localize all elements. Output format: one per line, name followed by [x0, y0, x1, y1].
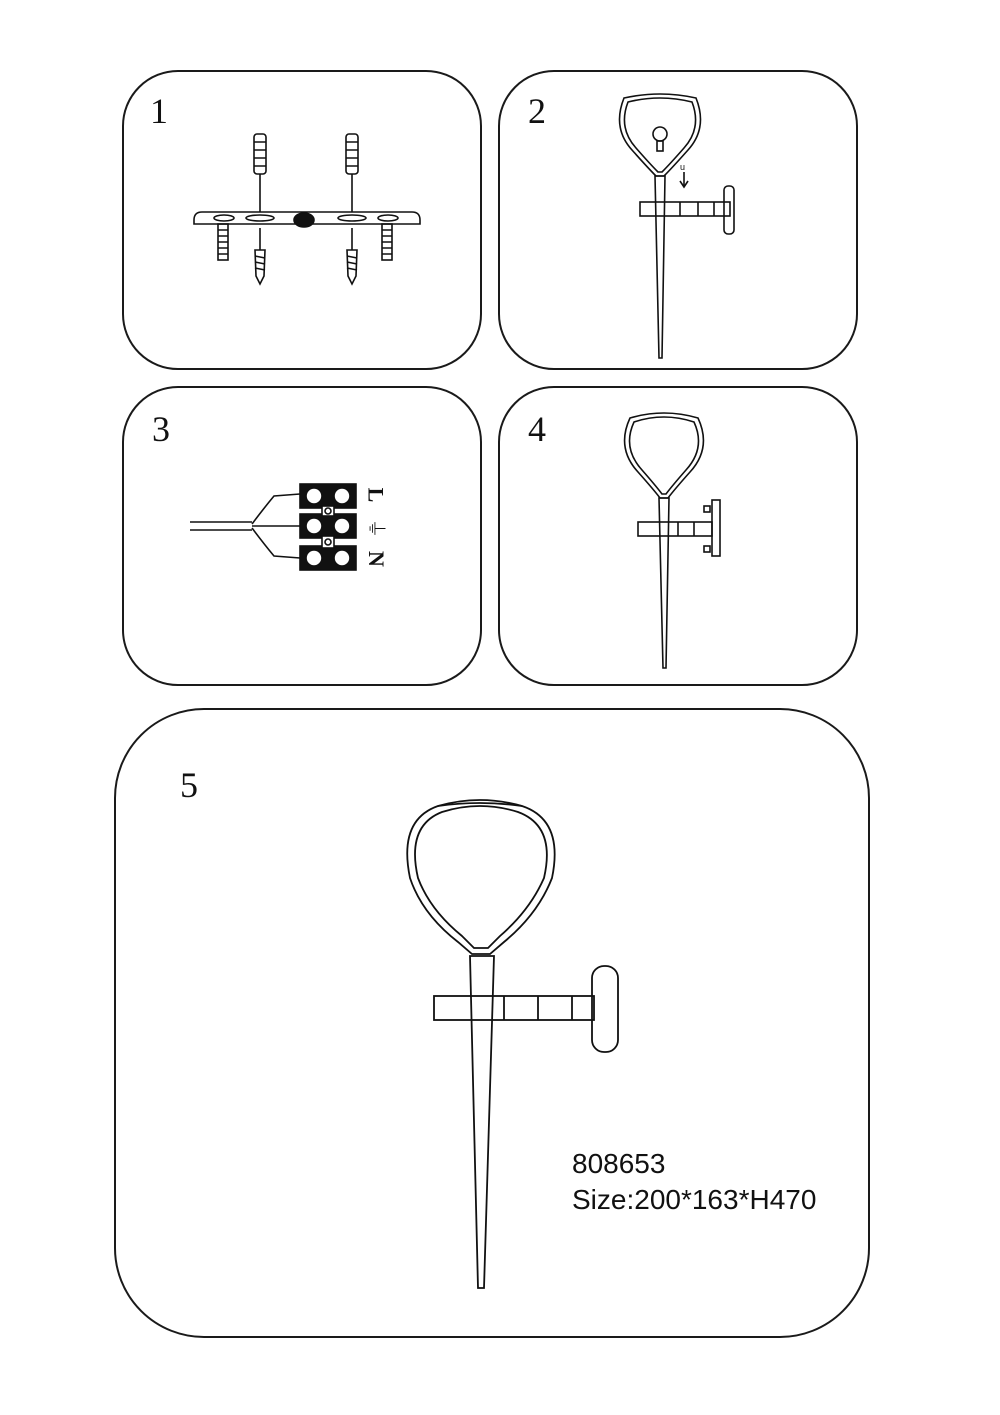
step-4-panel [498, 386, 858, 686]
step-3-panel [122, 386, 482, 686]
wall-plug-left [254, 134, 266, 212]
product-size: Size:200*163*H470 [572, 1184, 817, 1215]
svg-text:u: u [680, 162, 686, 172]
step-2-panel [498, 70, 858, 370]
model-number: 808653 [572, 1148, 666, 1179]
bulb-insertion-diagram [500, 72, 860, 372]
threaded-stud-left [218, 224, 228, 260]
wiring-diagram [124, 388, 484, 688]
mounting-bracket-diagram [124, 72, 484, 372]
step-3-number: 3 [152, 409, 170, 449]
step-1-number: 1 [150, 91, 168, 131]
step-5-number: 5 [180, 765, 198, 805]
step-1-panel [122, 70, 482, 370]
terminal-earth-label: ⏚ [364, 518, 389, 539]
screw-left [255, 228, 265, 284]
threaded-stud-right [382, 224, 392, 260]
terminal-neutral-label: N [363, 551, 389, 567]
screw-right [347, 228, 357, 284]
assembled-lamp-diagram [116, 710, 872, 1340]
mounting-lamp-diagram [500, 388, 860, 688]
step-4-number: 4 [528, 409, 546, 449]
terminal-live-label: L [363, 487, 389, 503]
step-5-panel [114, 708, 870, 1338]
product-info [572, 1146, 816, 1218]
terminal-block [300, 484, 356, 570]
bulb-icon [653, 127, 667, 141]
wall-plug-right [346, 134, 358, 212]
step-2-number: 2 [528, 91, 546, 131]
